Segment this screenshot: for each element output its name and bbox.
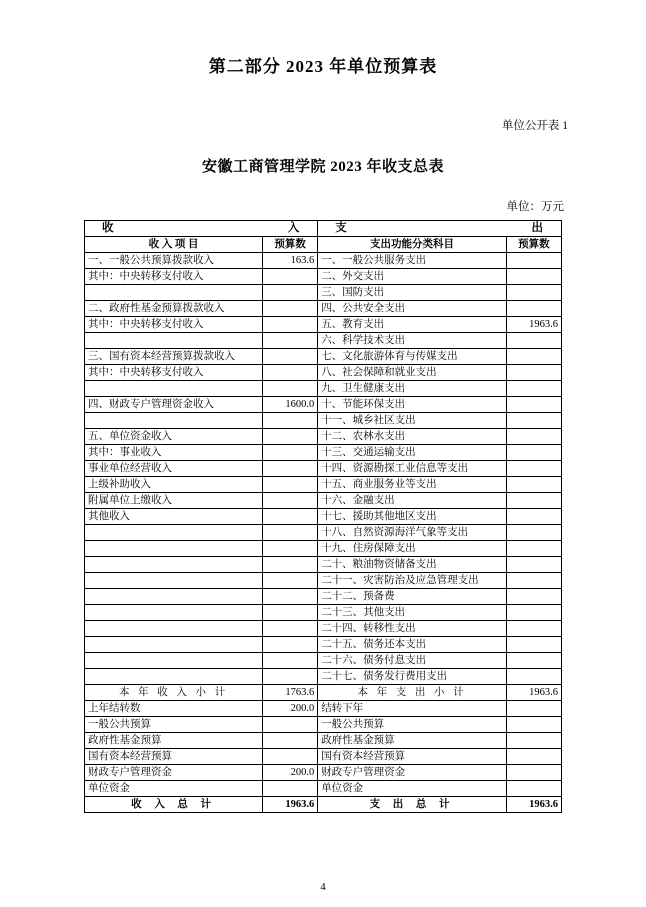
expense-subtotal-label: 本 年 支 出 小 计 <box>318 685 507 701</box>
income-item-name: 上级补助收入 <box>85 477 263 493</box>
page-title: 第二部分 2023 年单位预算表 <box>208 57 438 76</box>
table-row <box>85 445 562 461</box>
expense-item-value <box>506 397 561 413</box>
carryover-income-value <box>263 733 318 749</box>
income-item-value: 1600.0 <box>263 397 318 413</box>
expense-item-value <box>506 445 561 461</box>
income-item-value <box>263 573 318 589</box>
income-item-name: 其他收入 <box>85 509 263 525</box>
expense-item-value <box>506 477 561 493</box>
expense-item-name: 三、国防支出 <box>318 285 507 301</box>
income-item-name <box>85 669 263 685</box>
income-item-value <box>263 285 318 301</box>
income-item-value <box>263 653 318 669</box>
carryover-row <box>85 701 562 717</box>
expense-item-name: 一、一般公共服务支出 <box>318 253 507 269</box>
page-number: 4 <box>320 882 326 893</box>
income-item-value <box>263 413 318 429</box>
carryover-income-value: 200.0 <box>263 701 318 717</box>
expense-item-value <box>506 509 561 525</box>
expense-item-name: 十九、住房保障支出 <box>318 541 507 557</box>
income-item-value <box>263 557 318 573</box>
carryover-row <box>85 749 562 765</box>
table-row <box>85 461 562 477</box>
expense-item-name: 十七、援助其他地区支出 <box>318 509 507 525</box>
income-item-value <box>263 637 318 653</box>
carryover-expense-name: 财政专户管理资金 <box>318 765 507 781</box>
expense-item-value <box>506 653 561 669</box>
expense-item-value <box>506 413 561 429</box>
carryover-row <box>85 765 562 781</box>
header-expense: 支 出 <box>318 221 562 237</box>
income-item-name: 四、财政专户管理资金收入 <box>85 397 263 413</box>
expense-subtotal-value: 1963.6 <box>506 685 561 701</box>
carryover-income-name: 财政专户管理资金 <box>85 765 263 781</box>
expense-item-name: 五、教育支出 <box>318 317 507 333</box>
expense-item-name: 十五、商业服务业等支出 <box>318 477 507 493</box>
carryover-income-name: 国有资本经营预算 <box>85 749 263 765</box>
table-row <box>85 269 562 285</box>
carryover-expense-name: 一般公共预算 <box>318 717 507 733</box>
expense-item-value <box>506 589 561 605</box>
table-row <box>85 301 562 317</box>
expense-item-value <box>506 429 561 445</box>
carryover-income-value <box>263 781 318 797</box>
expense-item-name: 二十、粮油物资储备支出 <box>318 557 507 573</box>
income-item-name <box>85 285 263 301</box>
carryover-expense-value <box>506 733 561 749</box>
carryover-income-value <box>263 749 318 765</box>
income-item-name: 事业单位经营收入 <box>85 461 263 477</box>
income-item-value <box>263 525 318 541</box>
table-row <box>85 541 562 557</box>
table-row <box>85 413 562 429</box>
expense-item-name: 十二、农林水支出 <box>318 429 507 445</box>
col-income-item: 收 入 项 目 <box>85 237 263 253</box>
income-item-name <box>85 333 263 349</box>
income-item-value <box>263 541 318 557</box>
income-item-value <box>263 461 318 477</box>
expense-item-value <box>506 333 561 349</box>
expense-item-value <box>506 605 561 621</box>
carryover-income-value <box>263 717 318 733</box>
expense-item-name: 十八、自然资源海洋气象等支出 <box>318 525 507 541</box>
carryover-expense-name: 结转下年 <box>318 701 507 717</box>
income-item-value <box>263 301 318 317</box>
income-item-name <box>85 525 263 541</box>
income-item-name <box>85 557 263 573</box>
expense-item-name: 九、卫生健康支出 <box>318 381 507 397</box>
income-item-value <box>263 381 318 397</box>
carryover-expense-name: 单位资金 <box>318 781 507 797</box>
expense-total-value: 1963.6 <box>506 797 561 813</box>
income-subtotal-value: 1763.6 <box>263 685 318 701</box>
carryover-income-name: 单位资金 <box>85 781 263 797</box>
expense-item-value <box>506 637 561 653</box>
income-item-value <box>263 333 318 349</box>
table-row <box>85 605 562 621</box>
expense-item-value <box>506 253 561 269</box>
table-row <box>85 509 562 525</box>
income-item-value <box>263 669 318 685</box>
expense-item-name: 十、节能环保支出 <box>318 397 507 413</box>
expense-item-value <box>506 381 561 397</box>
income-item-value <box>263 509 318 525</box>
header-income: 收 入 <box>85 221 318 237</box>
document-page <box>0 52 646 907</box>
income-item-value <box>263 317 318 333</box>
table-row <box>85 317 562 333</box>
table-row <box>85 365 562 381</box>
table-column-header-row <box>85 237 562 253</box>
table-row <box>85 637 562 653</box>
expense-item-value <box>506 365 561 381</box>
expense-item-value <box>506 541 561 557</box>
table-row <box>85 653 562 669</box>
table-row <box>85 333 562 349</box>
income-item-value <box>263 349 318 365</box>
expense-item-value <box>506 461 561 477</box>
carryover-expense-value <box>506 781 561 797</box>
table-row <box>85 253 562 269</box>
budget-table-container <box>84 220 562 813</box>
income-item-name: 其中：事业收入 <box>85 445 263 461</box>
income-subtotal-label: 本 年 收 入 小 计 <box>85 685 263 701</box>
table-row <box>85 669 562 685</box>
income-item-name <box>85 381 263 397</box>
income-item-value <box>263 269 318 285</box>
income-item-name <box>85 621 263 637</box>
carryover-income-value: 200.0 <box>263 765 318 781</box>
income-item-name: 其中：中央转移支付收入 <box>85 269 263 285</box>
table-row <box>85 589 562 605</box>
table-row <box>85 429 562 445</box>
income-item-value: 163.6 <box>263 253 318 269</box>
table-row <box>85 525 562 541</box>
expense-item-value <box>506 349 561 365</box>
expense-item-value <box>506 525 561 541</box>
expense-item-value <box>506 557 561 573</box>
carryover-expense-value <box>506 765 561 781</box>
income-item-name: 附属单位上缴收入 <box>85 493 263 509</box>
income-item-value <box>263 493 318 509</box>
expense-item-value: 1963.6 <box>506 317 561 333</box>
table-row <box>85 285 562 301</box>
carryover-row <box>85 717 562 733</box>
table-row <box>85 573 562 589</box>
expense-item-name: 十四、资源勘探工业信息等支出 <box>318 461 507 477</box>
expense-item-name: 十三、交通运输支出 <box>318 445 507 461</box>
table-header-row <box>85 221 562 237</box>
budget-table <box>84 220 562 813</box>
carryover-income-name: 政府性基金预算 <box>85 733 263 749</box>
carryover-row <box>85 781 562 797</box>
table-row <box>85 397 562 413</box>
expense-item-name: 六、科学技术支出 <box>318 333 507 349</box>
income-item-value <box>263 605 318 621</box>
income-item-value <box>263 589 318 605</box>
income-item-name <box>85 541 263 557</box>
carryover-expense-name: 国有资本经营预算 <box>318 749 507 765</box>
col-expense-item: 支出功能分类科目 <box>318 237 507 253</box>
carryover-income-name: 上年结转数 <box>85 701 263 717</box>
expense-item-name: 八、社会保障和就业支出 <box>318 365 507 381</box>
income-total-label: 收 入 总 计 <box>85 797 263 813</box>
expense-item-value <box>506 285 561 301</box>
expense-item-name: 二十五、债务还本支出 <box>318 637 507 653</box>
col-income-budget: 预算数 <box>263 237 318 253</box>
income-item-name <box>85 573 263 589</box>
income-item-name: 三、国有资本经营预算拨款收入 <box>85 349 263 365</box>
carryover-expense-value <box>506 701 561 717</box>
table-row <box>85 477 562 493</box>
expense-item-value <box>506 621 561 637</box>
expense-item-name: 十一、城乡社区支出 <box>318 413 507 429</box>
expense-item-value <box>506 669 561 685</box>
income-item-name <box>85 637 263 653</box>
income-item-name <box>85 653 263 669</box>
table-row <box>85 349 562 365</box>
income-item-name <box>85 605 263 621</box>
subtotal-row <box>85 685 562 701</box>
expense-item-name: 十六、金融支出 <box>318 493 507 509</box>
expense-item-name: 二十二、预备费 <box>318 589 507 605</box>
income-item-name: 其中：中央转移支付收入 <box>85 317 263 333</box>
income-item-name: 一、一般公共预算拨款收入 <box>85 253 263 269</box>
table-row <box>85 621 562 637</box>
income-total-value: 1963.6 <box>263 797 318 813</box>
carryover-expense-name: 政府性基金预算 <box>318 733 507 749</box>
expense-item-value <box>506 493 561 509</box>
table-title: 安徽工商管理学院 2023 年收支总表 <box>201 159 444 175</box>
expense-item-name: 二十三、其他支出 <box>318 605 507 621</box>
form-label: 单位公开表 1 <box>501 120 568 132</box>
carryover-income-name: 一般公共预算 <box>85 717 263 733</box>
income-item-name: 五、单位资金收入 <box>85 429 263 445</box>
expense-item-name: 二十四、转移性支出 <box>318 621 507 637</box>
carryover-expense-value <box>506 717 561 733</box>
income-item-name <box>85 589 263 605</box>
expense-item-value <box>506 269 561 285</box>
income-item-name: 其中：中央转移支付收入 <box>85 365 263 381</box>
carryover-expense-value <box>506 749 561 765</box>
expense-item-name: 七、文化旅游体育与传媒支出 <box>318 349 507 365</box>
table-row <box>85 493 562 509</box>
grand-total-row <box>85 797 562 813</box>
col-expense-budget: 预算数 <box>506 237 561 253</box>
expense-total-label: 支 出 总 计 <box>318 797 507 813</box>
expense-item-value <box>506 301 561 317</box>
income-item-name: 二、政府性基金预算拨款收入 <box>85 301 263 317</box>
expense-item-name: 四、公共安全支出 <box>318 301 507 317</box>
expense-item-name: 二十七、债务发行费用支出 <box>318 669 507 685</box>
income-item-value <box>263 445 318 461</box>
table-row <box>85 557 562 573</box>
income-item-value <box>263 621 318 637</box>
income-item-value <box>263 429 318 445</box>
income-item-value <box>263 477 318 493</box>
expense-item-name: 二十一、灾害防治及应急管理支出 <box>318 573 507 589</box>
carryover-row <box>85 733 562 749</box>
unit-note: 单位：万元 <box>506 201 564 213</box>
income-item-value <box>263 365 318 381</box>
expense-item-name: 二、外交支出 <box>318 269 507 285</box>
table-row <box>85 381 562 397</box>
income-item-name <box>85 413 263 429</box>
expense-item-value <box>506 573 561 589</box>
expense-item-name: 二十六、债务付息支出 <box>318 653 507 669</box>
